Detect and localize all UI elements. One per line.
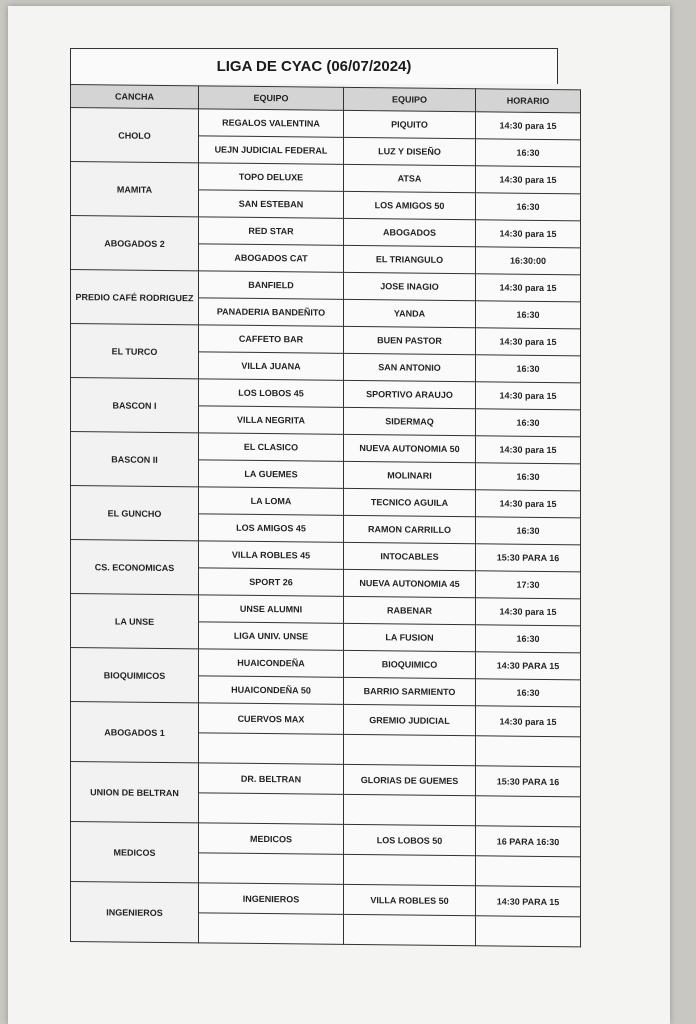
away-team-cell — [344, 914, 476, 945]
away-team-cell: BIOQUIMICO — [344, 650, 476, 678]
away-team-cell: LOS AMIGOS 50 — [344, 191, 476, 219]
table-row — [71, 162, 581, 194]
table-row — [71, 270, 581, 302]
time-cell: 16:30 — [476, 193, 581, 221]
table-row — [71, 822, 581, 857]
table-row — [71, 216, 581, 248]
home-team-cell: LOS LOBOS 45 — [199, 379, 344, 408]
away-team-cell: TECNICO AGUILA — [344, 488, 476, 516]
home-team-cell: REGALOS VALENTINA — [199, 109, 344, 138]
time-cell: 14:30 para 15 — [476, 112, 581, 140]
time-cell: 14:30 para 15 — [476, 490, 581, 518]
header-equipo-1: EQUIPO — [199, 86, 344, 111]
home-team-cell: RED STAR — [199, 217, 344, 246]
time-cell — [476, 916, 581, 947]
venue-cell: MEDICOS — [71, 822, 199, 883]
table-row — [71, 540, 581, 572]
home-team-cell: CAFFETO BAR — [199, 325, 344, 354]
table-row — [71, 432, 581, 464]
home-team-cell: LA GUEMES — [199, 460, 344, 489]
away-team-cell: NUEVA AUTONOMIA 45 — [344, 569, 476, 597]
table-row — [71, 762, 581, 797]
venue-cell: MAMITA — [71, 162, 199, 217]
away-team-cell — [344, 854, 476, 885]
time-cell: 16:30 — [476, 139, 581, 167]
home-team-cell: VILLA NEGRITA — [199, 406, 344, 435]
venue-cell: INGENIEROS — [71, 882, 199, 943]
time-cell: 16 PARA 16:30 — [476, 826, 581, 857]
table-row — [71, 324, 581, 356]
home-team-cell — [199, 733, 344, 765]
venue-cell: UNION DE BELTRAN — [71, 762, 199, 823]
home-team-cell: INGENIEROS — [199, 883, 344, 915]
home-team-cell — [199, 913, 344, 945]
home-team-cell: VILLA JUANA — [199, 352, 344, 381]
home-team-cell: DR. BELTRAN — [199, 763, 344, 795]
home-team-cell: CUERVOS MAX — [199, 703, 344, 735]
time-cell: 16:30 — [476, 301, 581, 329]
time-cell: 15:30 PARA 16 — [476, 544, 581, 572]
table-row — [71, 486, 581, 518]
away-team-cell: BARRIO SARMIENTO — [344, 677, 476, 705]
home-team-cell: ABOGADOS CAT — [199, 244, 344, 273]
time-cell: 16:30 — [476, 517, 581, 545]
away-team-cell: MOLINARI — [344, 461, 476, 489]
away-team-cell: RABENAR — [344, 596, 476, 624]
time-cell: 16:30 — [476, 625, 581, 653]
fixture-body — [71, 108, 581, 947]
table-row — [71, 648, 581, 680]
time-cell: 15:30 PARA 16 — [476, 766, 581, 797]
table-row — [71, 882, 581, 917]
time-cell: 14:30 para 15 — [476, 274, 581, 302]
away-team-cell: SPORTIVO ARAUJO — [344, 380, 476, 408]
away-team-cell: LOS LOBOS 50 — [344, 824, 476, 855]
time-cell: 14:30 para 15 — [476, 382, 581, 410]
time-cell: 14:30 PARA 15 — [476, 652, 581, 680]
home-team-cell: BANFIELD — [199, 271, 344, 300]
time-cell: 14:30 PARA 15 — [476, 886, 581, 917]
venue-cell: CS. ECONOMICAS — [71, 540, 199, 595]
venue-cell: EL GUNCHO — [71, 486, 199, 541]
away-team-cell: BUEN PASTOR — [344, 326, 476, 354]
table-row — [71, 378, 581, 410]
fixture-table — [70, 84, 581, 947]
away-team-cell — [344, 734, 476, 765]
home-team-cell: VILLA ROBLES 45 — [199, 541, 344, 570]
away-team-cell: GREMIO JUDICIAL — [344, 704, 476, 735]
home-team-cell: HUAICONDEÑA 50 — [199, 676, 344, 705]
table-row — [71, 702, 581, 737]
header-cancha: CANCHA — [71, 85, 199, 109]
venue-cell: BASCON I — [71, 378, 199, 433]
venue-cell: ABOGADOS 1 — [71, 702, 199, 763]
away-team-cell: SAN ANTONIO — [344, 353, 476, 381]
venue-cell: BASCON II — [71, 432, 199, 487]
home-team-cell — [199, 793, 344, 825]
away-team-cell: ATSA — [344, 164, 476, 192]
document-title: LIGA DE CYAC (06/07/2024) — [70, 48, 558, 84]
time-cell: 17:30 — [476, 571, 581, 599]
venue-cell: BIOQUIMICOS — [71, 648, 199, 703]
away-team-cell: VILLA ROBLES 50 — [344, 884, 476, 915]
venue-cell: EL TURCO — [71, 324, 199, 379]
away-team-cell: JOSE INAGIO — [344, 272, 476, 300]
home-team-cell: TOPO DELUXE — [199, 163, 344, 192]
away-team-cell: GLORIAS DE GUEMES — [344, 764, 476, 795]
venue-cell: PREDIO CAFÉ RODRIGUEZ — [71, 270, 199, 325]
time-cell: 14:30 para 15 — [476, 436, 581, 464]
away-team-cell: LUZ Y DISEÑO — [344, 137, 476, 165]
away-team-cell: INTOCABLES — [344, 542, 476, 570]
time-cell: 14:30 para 15 — [476, 328, 581, 356]
venue-cell: ABOGADOS 2 — [71, 216, 199, 271]
header-horario: HORARIO — [476, 89, 581, 113]
away-team-cell: LA FUSION — [344, 623, 476, 651]
away-team-cell: RAMON CARRILLO — [344, 515, 476, 543]
time-cell: 14:30 para 15 — [476, 706, 581, 737]
time-cell: 16:30 — [476, 679, 581, 707]
home-team-cell: EL CLASICO — [199, 433, 344, 462]
time-cell: 14:30 para 15 — [476, 220, 581, 248]
home-team-cell: LOS AMIGOS 45 — [199, 514, 344, 543]
home-team-cell: PANADERIA BANDEÑITO — [199, 298, 344, 327]
away-team-cell: EL TRIANGULO — [344, 245, 476, 273]
home-team-cell: UNSE ALUMNI — [199, 595, 344, 624]
table-row — [71, 594, 581, 626]
home-team-cell: SPORT 26 — [199, 568, 344, 597]
table-row — [71, 108, 581, 140]
home-team-cell: UEJN JUDICIAL FEDERAL — [199, 136, 344, 165]
time-cell: 16:30 — [476, 409, 581, 437]
time-cell: 16:30 — [476, 463, 581, 491]
venue-cell: LA UNSE — [71, 594, 199, 649]
home-team-cell — [199, 853, 344, 885]
home-team-cell: LIGA UNIV. UNSE — [199, 622, 344, 651]
time-cell: 16:30:00 — [476, 247, 581, 275]
away-team-cell: YANDA — [344, 299, 476, 327]
home-team-cell: SAN ESTEBAN — [199, 190, 344, 219]
venue-cell: CHOLO — [71, 108, 199, 163]
time-cell: 14:30 para 15 — [476, 598, 581, 626]
time-cell: 16:30 — [476, 355, 581, 383]
away-team-cell: PIQUITO — [344, 110, 476, 138]
home-team-cell: HUAICONDEÑA — [199, 649, 344, 678]
away-team-cell: NUEVA AUTONOMIA 50 — [344, 434, 476, 462]
header-equipo-2: EQUIPO — [344, 87, 476, 111]
time-cell — [476, 796, 581, 827]
away-team-cell — [344, 794, 476, 825]
time-cell: 14:30 para 15 — [476, 166, 581, 194]
away-team-cell: ABOGADOS — [344, 218, 476, 246]
time-cell — [476, 736, 581, 767]
time-cell — [476, 856, 581, 887]
away-team-cell: SIDERMAQ — [344, 407, 476, 435]
home-team-cell: MEDICOS — [199, 823, 344, 855]
home-team-cell: LA LOMA — [199, 487, 344, 516]
